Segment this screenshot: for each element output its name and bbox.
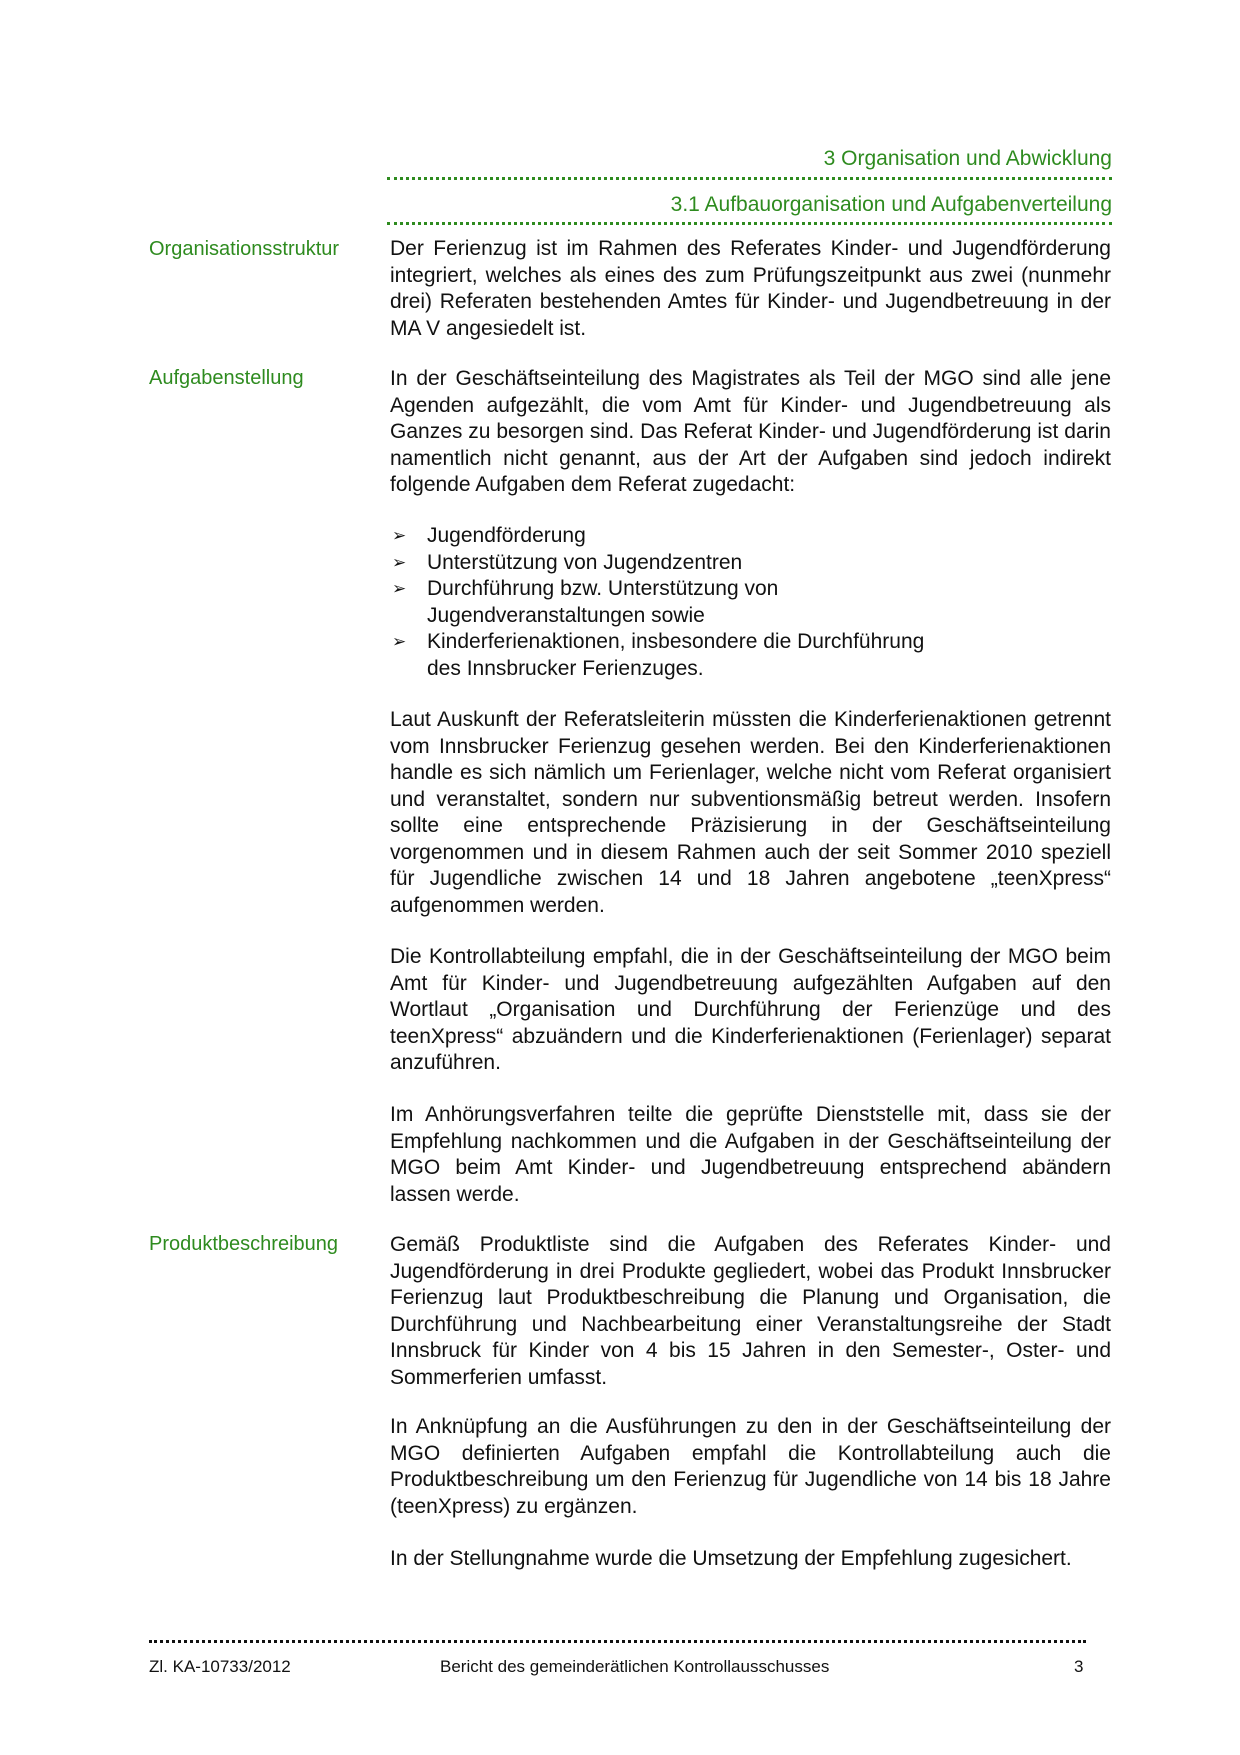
paragraph: In Anknüpfung an die Ausführungen zu den in der Geschäftseinteilung der MGO definierten Aufgaben empfahl die Kontrollabteilung auch die Produktbeschreibung um den Ferienzug für Jugendliche von 14 bis 18 Jahre (teenXpress) zu ergänzen. [390, 1415, 1111, 1518]
chapter-heading-rule [387, 177, 1112, 180]
list-item-text: Durchführung bzw. Unterstützung von Jugendveranstaltungen sowie [427, 577, 779, 627]
paragraph: Der Ferienzug ist im Rahmen des Referates Kinder- und Jugendförderung integriert, welches als eines des zum Prüfungszeitpunkt aus zwei (nunmehr drei) Referaten bestehenden Amtes für Kinder- und Jugendbetreuung in der MA V angesiedelt ist. [390, 237, 1111, 340]
paragraph: Die Kontrollabteilung empfahl, die in der Geschäftseinteilung der MGO beim Amt für Kinder- und Jugendbetreuung aufgezählten Aufgaben auf den Wortlaut „Organisation und Durchführung der Ferienzüge und des teenXpress“ abzuändern und die Kinderferienaktionen (Ferienlager) separat anzuführen. [390, 945, 1111, 1074]
arrowhead-bullet-icon: ➢ [392, 552, 407, 572]
aufgabenstellung-paragraph-1 [390, 707, 1111, 919]
arrowhead-bullet-icon: ➢ [392, 526, 407, 545]
page-number: 3 [1074, 1657, 1084, 1676]
task-bullet-list [390, 523, 1111, 682]
list-item [390, 629, 1111, 682]
section-heading: 3.1 Aufbauorganisation und Aufgabenverteilung [670, 193, 1112, 216]
list-item [390, 523, 1111, 550]
list-item-text: Unterstützung von Jugendzentren [427, 550, 743, 574]
list-item [390, 550, 1111, 577]
paragraph: In der Geschäftseinteilung des Magistrates als Teil der MGO sind alle jene Agenden aufgezählt, die vom Amt für Kinder- und Jugendbetreuung als Ganzes zu besorgen sind. Das Referat Kinder- und Jugendförderung ist darin namentlich nicht genannt, aus der Art der Aufgaben sind jedoch indirekt folgende Aufgaben dem Referat zugedacht: [390, 367, 1111, 496]
section-heading-rule [387, 222, 1112, 225]
organisationsstruktur-text [390, 236, 1111, 342]
arrowhead-bullet-icon: ➢ [392, 632, 407, 651]
footer-rule [149, 1640, 1086, 1643]
footer-reference: Zl. KA-10733/2012 [149, 1657, 291, 1676]
aufgabenstellung-paragraph-2 [390, 944, 1111, 1077]
footer-title: Bericht des gemeinderätlichen Kontrollausschusses [440, 1657, 830, 1676]
list-item-text: Jugendförderung [427, 524, 586, 547]
produktbeschreibung-paragraph-1 [390, 1232, 1111, 1391]
aufgabenstellung-paragraph-3 [390, 1102, 1111, 1208]
produktbeschreibung-paragraph-3 [390, 1546, 1111, 1573]
paragraph: Laut Auskunft der Referatsleiterin müssten die Kinderferienaktionen getrennt vom Innsbrucker Ferienzug gesehen werden. Bei den Kinderferienaktionen handle es sich nämlich um Ferienlager, welche nicht vom Referat organisiert und veranstaltet, sondern nur subventionsmäßig betreut werden. Insofern sollte eine entsprechende Präzisierung in der Geschäftseinteilung vorgenommen und in diesem Rahmen auch der seit Sommer 2010 speziell für Jugendliche zwischen 14 und 18 Jahren angebotene „teenXpress“ aufgenommen werden. [390, 708, 1111, 917]
list-item [390, 576, 1111, 629]
paragraph: Im Anhörungsverfahren teilte die geprüfte Dienststelle mit, dass sie der Empfehlung nachkommen und die Aufgaben in der Geschäftseinteilung der MGO beim Amt Kinder- und Jugendbetreuung entsprechend abändern lassen werde. [390, 1103, 1111, 1206]
produktbeschreibung-paragraph-2 [390, 1414, 1111, 1520]
margin-label-aufgabenstellung: Aufgabenstellung [149, 367, 304, 389]
margin-label-produktbeschreibung: Produktbeschreibung [149, 1233, 339, 1255]
margin-label-organisationsstruktur: Organisationsstruktur [149, 238, 340, 260]
paragraph: Gemäß Produktliste sind die Aufgaben des Referates Kinder- und Jugendförderung in drei Produkte gegliedert, wobei das Produkt Innsbrucker Ferienzug laut Produktbeschreibung die Planung und Organisation, die Durchführung und Nachbearbeitung einer Veranstaltungsreihe der Stadt Innsbruck für Kinder von 4 bis 15 Jahren in den Semester-, Oster- und Sommerferien umfasst. [390, 1233, 1111, 1389]
list-item-text: Kinderferienaktionen, insbesondere die Durchführung des Innsbrucker Ferienzuges. [427, 630, 925, 680]
chapter-heading: 3 Organisation und Abwicklung [823, 147, 1112, 170]
arrowhead-bullet-icon: ➢ [392, 579, 407, 598]
paragraph: In der Stellungnahme wurde die Umsetzung der Empfehlung zugesichert. [390, 1547, 1072, 1570]
aufgabenstellung-intro [390, 366, 1111, 499]
